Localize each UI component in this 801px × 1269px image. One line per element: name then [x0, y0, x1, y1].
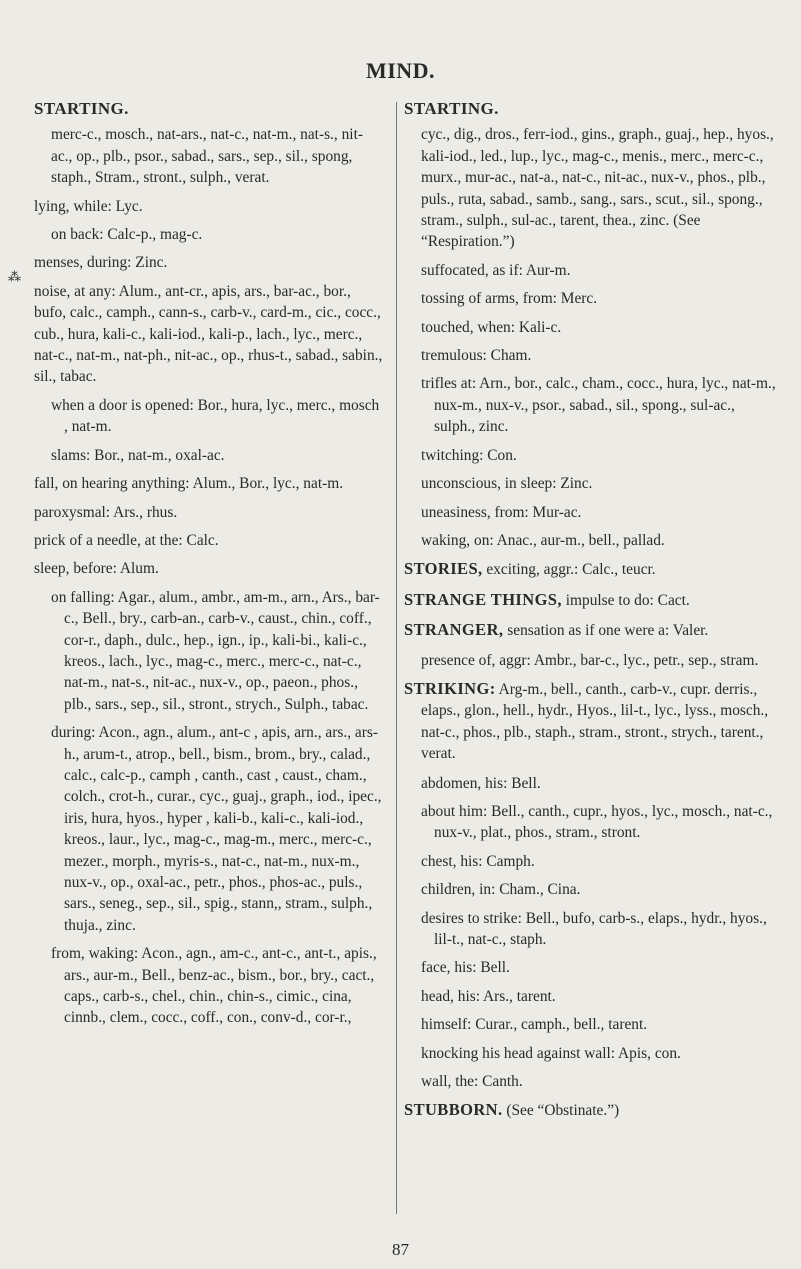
index-entry: [404, 260, 778, 281]
index-entry: [404, 773, 778, 794]
index-entry: [404, 986, 778, 1007]
index-entry: [34, 943, 384, 1029]
entry-text: Arg-m., bell., canth., carb-v., cupr. derris., elaps., glon., hell., hydr., Hyos., lil-t., lyc., lyss., mosch., nat-c., phos., plb., staph., stram., stront., strych., tarent., verat.: [421, 680, 769, 763]
entry-text: from, waking: Acon., agn., am-c., ant-c., ant-t., apis., ars., aur-m., Bell., benz-ac., bism., bor., bry., cact., caps., carb-s., chel., chin., chin-s., cimic., cina, cinnb., clem., cocc., coff., con., conv-d., cor-r.,: [51, 945, 377, 1027]
continued-entry: [404, 124, 778, 252]
index-entry: [34, 252, 384, 273]
entry-text: exciting, aggr.: Calc., teucr.: [482, 561, 656, 579]
entry-text: waking, on: Anac., aur-m., bell., pallad.: [421, 531, 665, 549]
main-heading-entry: [404, 1099, 778, 1121]
index-entry: [404, 1043, 778, 1064]
entry-text: chest, his: Camph.: [421, 852, 535, 870]
index-entry: [34, 281, 384, 388]
entry-text: sensation as if one were a: Valer.: [503, 622, 709, 640]
index-entry: [404, 957, 778, 978]
index-entry: [404, 473, 778, 494]
entry-text: twitching: Con.: [421, 446, 517, 464]
index-entry: [34, 530, 384, 551]
main-heading-entry: [404, 589, 778, 611]
section-head-right: STARTING.: [404, 99, 499, 118]
entry-keyword: STRANGER,: [404, 620, 504, 640]
section-head-left: STARTING.: [34, 99, 129, 118]
entry-text: tremulous: Cham.: [421, 347, 532, 365]
index-entry: [34, 587, 384, 715]
entry-text: prick of a needle, at the: Calc.: [34, 531, 219, 549]
index-entry: [404, 908, 778, 951]
index-entry: [34, 196, 384, 217]
entry-text: fall, on hearing anything: Alum., Bor., lyc., nat-m.: [34, 475, 344, 493]
entry-keyword: STUBBORN.: [404, 1100, 503, 1120]
entry-text: paroxysmal: Ars., rhus.: [34, 503, 178, 521]
index-entry: [34, 473, 384, 494]
index-entry: [404, 317, 778, 338]
entry-text: children, in: Cham., Cina.: [421, 881, 581, 899]
entry-text: face, his: Bell.: [421, 959, 510, 977]
index-entry: [404, 373, 778, 437]
entry-text: presence of, aggr: Ambr., bar-c., lyc., petr., sep., stram.: [421, 651, 759, 669]
entry-text: lying, while: Lyc.: [34, 197, 143, 215]
entry-text: uneasiness, from: Mur-ac.: [421, 503, 582, 521]
index-entry: [404, 650, 778, 671]
entry-text: wall, the: Canth.: [421, 1073, 523, 1091]
entry-text: during: Acon., agn., alum., ant-c , apis, arn., ars., ars-h., arum-t., atrop., bell., bism., brom., bry., calad., calc., calc-p., camph , canth., cast , caust., cham., colch., crot-h., curar., cyc., guaj., graph., iod., ipec., iris, hura, hyos., hyper , kali-b., kali-c., kali-iod., kreos., laur., lyc., mag-c., mag-m., merc., merc-c., mezer., morph., myris-s., nat-c., nat-m., nux-m., nux-v., op., oxal-ac., petr., phos., phos-ac., puls., sars., seneg., sep., sil., spig., stann,, stram., sulph., thuja., zinc.: [51, 724, 382, 934]
entry-text: unconscious, in sleep: Zinc.: [421, 475, 593, 493]
entry-keyword: STRANGE THINGS,: [404, 589, 562, 609]
entry-text: trifles at: Arn., bor., calc., cham., cocc., hura, lyc., nat-m., nux-m., nux-v., psor., sabad., sil., spong., sul-ac., sulph., zinc.: [421, 375, 776, 436]
index-entry: [404, 1014, 778, 1035]
index-entry: [404, 879, 778, 900]
entry-text: suffocated, as if: Aur-m.: [421, 261, 571, 279]
entry-text: slams: Bor., nat-m., oxal-ac.: [51, 446, 225, 464]
entry-text: noise, at any: Alum., ant-cr., apis, ars., bar-ac., bor., bufo, calc., camph., cann-s., carb-v., card-m., cic., cocc., cub., hura, kali-c., kali-iod., kali-p., lach., lyc., merc., nat-c., nat-m., nat-ph., nit-ac., op., rhus-t., sabad., sabin., sil., tabac.: [34, 282, 383, 386]
running-head: MIND.: [365, 58, 436, 83]
entry-text: about him: Bell., canth., cupr., hyos., lyc., mosch., nat-c., nux-v., plat., phos., stram., stront.: [421, 802, 773, 842]
entry-text: merc-c., mosch., nat-ars., nat-c., nat-m., nat-s., nit-ac., op., plb., psor., sabad., sars., sep., sil., spong, staph., Stram., stront., sulph., verat.: [51, 126, 363, 187]
index-entry: [404, 801, 778, 844]
entry-text: knocking his head against wall: Apis, con.: [421, 1044, 681, 1062]
entry-text: on falling: Agar., alum., ambr., am-m., arn., Ars., bar-c., Bell., bry., carb-an., carb-v., caust., chin., coff., cor-r., daph., dulc., hep., ign., ip., kali-bi., kali-c., kreos., lach., lyc., mag-c., merc., merc-c., nat-c., nat-m., nat-s., nit-ac., nux-v., op., paeon., phos., plb., sars., sep., sil., stront., strych., Sulph., tabac.: [51, 588, 380, 713]
entry-text: desires to strike: Bell., bufo, carb-s., elaps., hydr., hyos., lil-t., nat-c., staph.: [421, 909, 767, 948]
index-entry: [404, 851, 778, 872]
right-entries: [404, 124, 778, 1121]
entry-keyword: STRIKING:: [404, 678, 496, 698]
index-entry: [34, 558, 384, 579]
entry-text: menses, during: Zinc.: [34, 254, 168, 272]
right-column: [404, 98, 778, 1130]
index-entry: [34, 722, 384, 936]
index-entry: [34, 124, 384, 188]
entry-text: when a door is opened: Bor., hura, lyc., merc., mosch , nat-m.: [51, 396, 380, 436]
entry-text: head, his: Ars., tarent.: [421, 987, 556, 1005]
entry-text: tossing of arms, from: Merc.: [421, 290, 598, 308]
main-heading-entry: [404, 619, 778, 641]
index-entry: [404, 502, 778, 523]
main-heading-entry: [404, 678, 778, 765]
entry-text: touched, when: Kali-c.: [421, 318, 562, 336]
entry-keyword: STORIES,: [404, 559, 483, 579]
left-column: [34, 98, 384, 1036]
entry-text: impulse to do: Cact.: [561, 591, 690, 609]
index-entry: [404, 445, 778, 466]
index-entry: [404, 288, 778, 309]
index-entry: [34, 502, 384, 523]
index-entry: [404, 345, 778, 366]
entry-text: (See “Obstinate.”): [502, 1102, 620, 1120]
index-entry: [34, 445, 384, 466]
left-entries: [34, 124, 384, 1028]
index-entry: [34, 224, 384, 245]
page-number: 87: [392, 1240, 409, 1259]
entry-text: cyc., dig., dros., ferr-iod., gins., graph., guaj., hep., hyos., kali-iod., led., lup., lyc., mag-c., menis., merc., merc-c., murx., mur-ac., nat-a., nat-c., nit-ac., nux-v., phos., plb., puls., ruta, sabad., samb., sang., sars., scut., sil., spong., stram., sulph., sul-ac., tarent, thea., zinc. (See “Respiration.”): [421, 126, 774, 251]
index-entry: [404, 530, 778, 551]
entry-text: sleep, before: Alum.: [34, 560, 159, 578]
column-divider: [396, 102, 397, 1214]
entry-text: himself: Curar., camph., bell., tarent.: [421, 1016, 648, 1034]
index-entry: [34, 395, 384, 438]
main-heading-entry: [404, 558, 778, 580]
entry-text: abdomen, his: Bell.: [421, 774, 541, 792]
entry-text: on back: Calc-p., mag-c.: [51, 226, 203, 244]
margin-mark: ⁂: [8, 269, 21, 284]
index-entry: [404, 1071, 778, 1092]
